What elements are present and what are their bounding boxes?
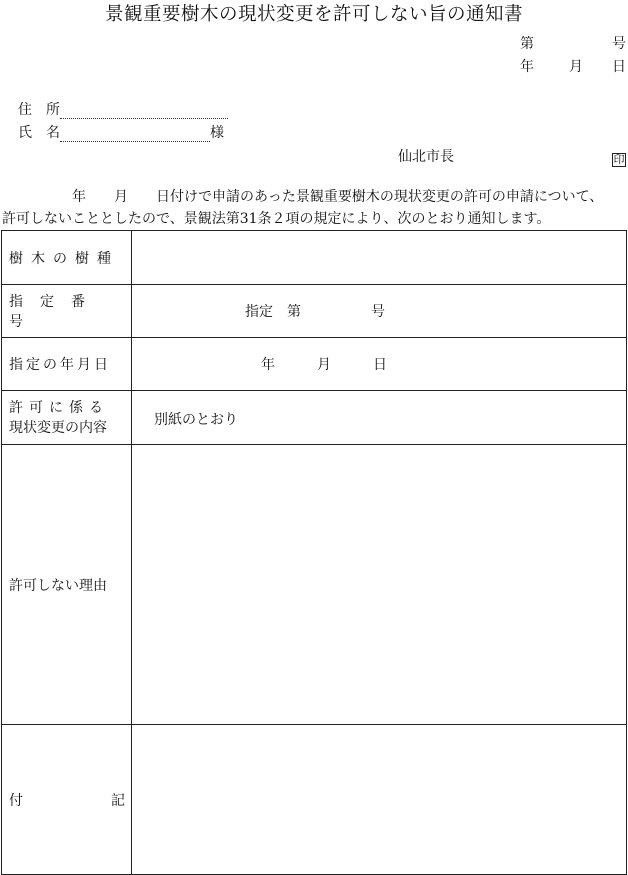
tree-species-field[interactable] — [132, 231, 627, 285]
label-text: 指定の年月日 — [9, 357, 111, 373]
remarks-field[interactable] — [132, 725, 627, 875]
body-line-2: 許可しないこととしたので、景観法第31条２項の規定により、次のとおり通知します。 — [2, 211, 551, 227]
table-row — [2, 725, 627, 875]
document-title: 景観重要樹木の現状変更を許可しない旨の通知書 — [104, 4, 523, 25]
label-text: 樹木の樹種 — [9, 250, 119, 267]
issuer: 仙北市長 — [398, 149, 454, 165]
body-line-1: 年 月 日付けで申請のあった景観重要樹木の現状変更の許可の申請について、 — [72, 189, 604, 205]
number-go: 号 — [612, 36, 626, 52]
row-label — [2, 285, 132, 338]
reason-field[interactable] — [132, 445, 627, 725]
details-table — [1, 230, 627, 875]
date-line — [520, 56, 626, 76]
table-row — [2, 445, 627, 725]
label-right: 記 — [111, 792, 125, 809]
row-label — [2, 445, 132, 725]
label-text — [9, 790, 131, 810]
designation-date-field[interactable] — [132, 338, 627, 391]
row-label — [2, 391, 132, 445]
table-row — [2, 231, 627, 285]
date-day: 日 — [612, 59, 626, 75]
number-dai: 第 — [520, 36, 534, 52]
label-text-line-2: 現状変更の内容 — [9, 419, 107, 436]
designation-date-text: 年 月 日 — [261, 357, 387, 373]
number-line — [520, 33, 626, 53]
row-label — [2, 231, 132, 285]
label-left: 付 — [9, 792, 23, 809]
label-text: 指定番号 — [9, 294, 102, 330]
designation-number-field[interactable] — [132, 285, 627, 338]
row-label — [2, 338, 132, 391]
address-label: 住 所 — [18, 102, 60, 118]
table-row — [2, 285, 627, 338]
designation-number-text: 指定 第 号 — [245, 304, 385, 320]
name-row — [18, 122, 224, 142]
change-content-field[interactable] — [132, 391, 627, 445]
label-text: 許可しない理由 — [9, 577, 107, 594]
address-field[interactable] — [60, 104, 228, 119]
seal-char: 印 — [613, 153, 625, 166]
table-row — [2, 338, 627, 391]
date-month: 月 — [569, 59, 583, 75]
change-content-text: 別紙のとおり — [154, 412, 238, 428]
date-year: 年 — [520, 59, 534, 75]
row-label — [2, 725, 132, 875]
name-field[interactable] — [60, 127, 210, 142]
honorific: 様 — [210, 125, 224, 141]
name-label: 氏 名 — [18, 125, 60, 141]
table-row — [2, 391, 627, 445]
seal-mark — [612, 148, 626, 167]
address-row — [18, 99, 228, 119]
label-text-line-1: 許可に係る — [9, 399, 109, 416]
